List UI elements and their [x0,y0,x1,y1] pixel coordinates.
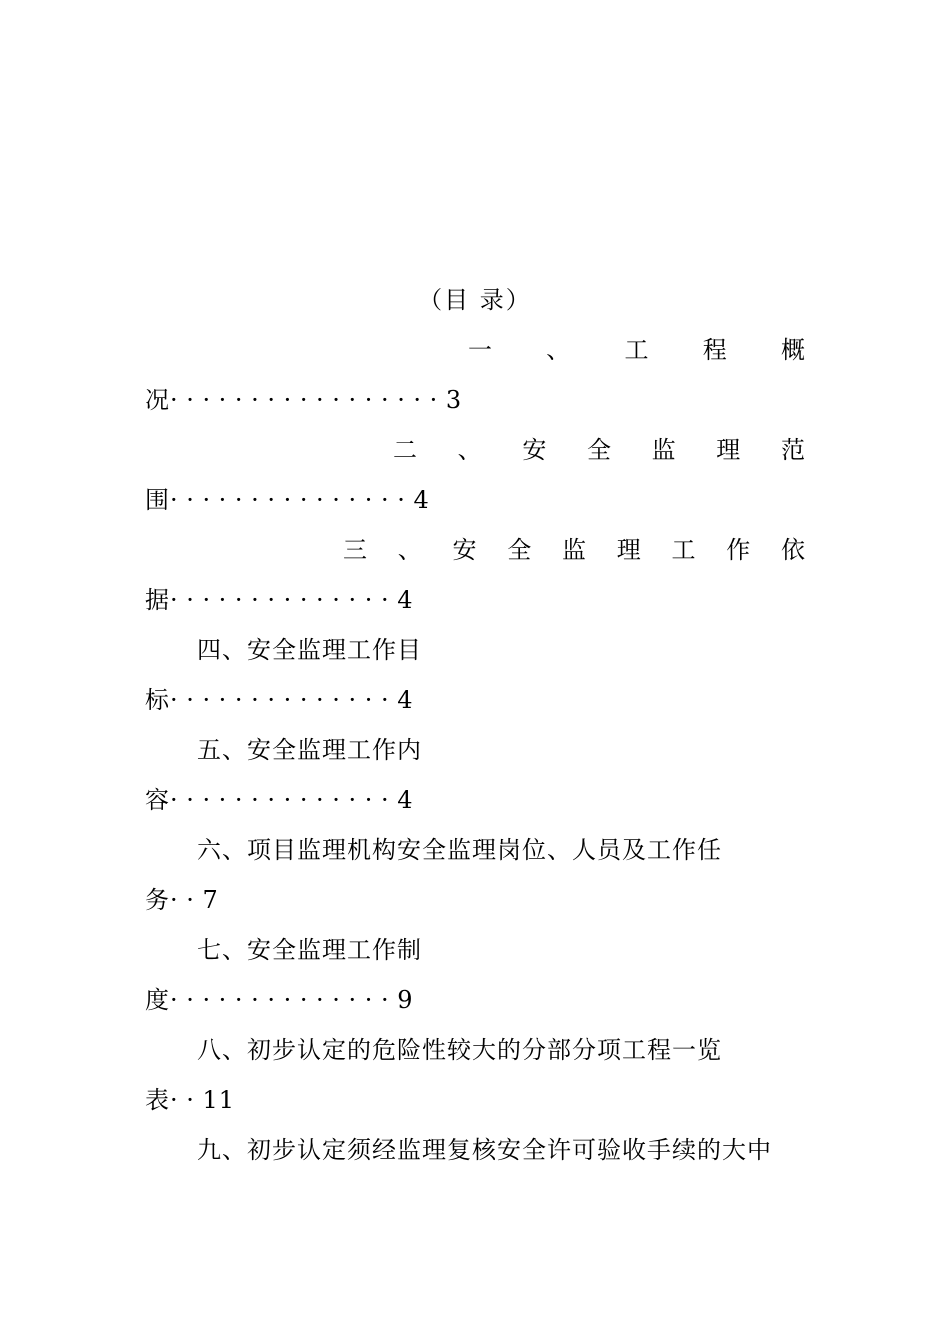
page-number: 9 [397,986,414,1014]
heading-char: 工 [671,536,696,564]
heading-char: 一 [468,336,492,364]
continuation-text: 务 [145,886,170,914]
toc-entry-3-heading [343,534,805,566]
toc-entry-2-heading [393,434,805,466]
heading-char: 程 [702,336,727,364]
heading-char: 全 [507,536,532,564]
continuation-text: 表 [145,1086,170,1114]
toc-entry-4-heading: 四、安全监理工作目 [197,636,422,664]
page-number: 4 [397,786,414,814]
heading-char: 监 [651,436,676,464]
leader-dots: ················· [170,386,446,414]
leader-dots: ·· [170,1086,203,1114]
toc-entry-8-continuation [145,1084,235,1116]
page-number: 4 [397,686,414,714]
heading-char: 概 [781,336,805,364]
continuation-text: 况 [145,386,170,414]
continuation-text: 度 [145,986,170,1014]
heading-char: 、 [546,336,571,364]
page-number: 3 [445,386,463,414]
page-number: 7 [202,886,219,914]
toc-entry-7-heading: 七、安全监理工作制 [197,936,422,964]
leader-dots: ·············· [170,586,398,614]
heading-char: 范 [780,436,805,464]
toc-entry-9-heading: 九、初步认定须经监理复核安全许可验收手续的大中 [197,1136,772,1164]
toc-entry-8-heading: 八、初步认定的危险性较大的分部分项工程一览 [197,1036,722,1064]
heading-char: 作 [726,536,751,564]
leader-dots: ··············· [170,486,414,514]
leader-dots: ·············· [170,786,398,814]
toc-title: （目 录） [418,286,532,314]
toc-entry-6-continuation [145,884,219,916]
heading-char: 理 [616,536,641,564]
leader-dots: ·············· [170,986,398,1014]
toc-entry-2-continuation [145,484,430,516]
heading-char: 二 [393,436,417,464]
heading-char: 、 [397,536,422,564]
toc-entry-1-heading [468,334,805,366]
toc-entry-6-heading: 六、项目监理机构安全监理岗位、人员及工作任 [197,836,722,864]
toc-entry-3-continuation [145,584,414,616]
heading-char: 依 [781,536,805,564]
toc-entry-5-heading: 五、安全监理工作内 [197,736,422,764]
toc-entry-1-continuation [145,384,462,416]
heading-char: 工 [624,336,649,364]
heading-char: 安 [522,436,547,464]
leader-dots: ·· [170,886,203,914]
continuation-text: 容 [145,786,170,814]
page-number: 11 [202,1086,236,1114]
heading-char: 、 [457,436,482,464]
leader-dots: ·············· [170,686,398,714]
continuation-text: 据 [145,586,170,614]
continuation-text: 标 [145,686,170,714]
heading-char: 理 [716,436,741,464]
heading-char: 安 [452,536,477,564]
toc-entry-7-continuation [145,984,414,1016]
heading-char: 监 [562,536,586,564]
page-number: 4 [413,486,430,514]
toc-entry-4-continuation [145,684,414,716]
continuation-text: 围 [145,486,170,514]
heading-char: 三 [343,536,367,564]
page-number: 4 [397,586,414,614]
heading-char: 全 [586,436,611,464]
toc-entry-5-continuation [145,784,414,816]
